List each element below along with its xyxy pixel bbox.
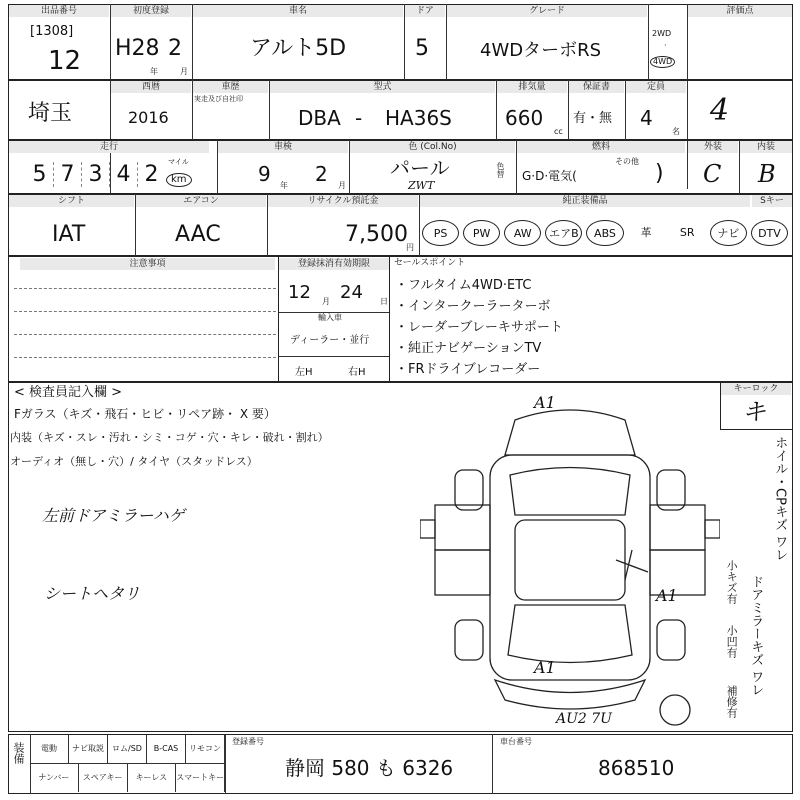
mileage-unit-mile: マイル: [168, 158, 189, 166]
katashiki-dash: -: [355, 106, 363, 130]
hd-int: 内装: [740, 141, 792, 153]
hd-cc: 排気量: [497, 81, 567, 93]
hand-note-mirror: 左前ドアミラーハゲ: [42, 506, 185, 525]
drive-4wd: 4WD: [650, 56, 675, 68]
warranty-value: 有・無: [573, 111, 613, 126]
equip-cell: リモコン: [186, 735, 225, 763]
equipment-item: エアB: [545, 220, 582, 246]
plate-number: 静岡 580 も 6326: [285, 756, 454, 780]
hd-model: 車名: [193, 5, 403, 17]
hd-ext: 外装: [688, 141, 738, 153]
equipment-list: [422, 220, 792, 250]
equipment-item: SR: [679, 226, 695, 239]
color-code: ZWT: [408, 179, 435, 192]
grade-name: 4WDターボRS: [480, 40, 602, 61]
region: 埼玉: [28, 101, 73, 126]
recycle-value: 7,500: [345, 222, 408, 247]
equip-cell: ナビ取説: [69, 735, 108, 763]
first-reg-era: H28: [115, 36, 160, 61]
expiry-day: 24: [340, 282, 363, 303]
equip-cell: ロム/SD: [108, 735, 147, 763]
equip-cell: B-CAS: [147, 735, 186, 763]
equip-cell: ナンバー: [30, 764, 79, 792]
fuel-close: ): [655, 161, 664, 186]
shaken-nen: 年: [280, 181, 288, 190]
year-western: 2016: [128, 108, 169, 127]
mark-right: A1: [656, 586, 678, 605]
door-count: 5: [415, 36, 429, 61]
shift-type: IAT: [52, 222, 86, 247]
expiry-tsuki: 月: [322, 297, 330, 306]
capacity-unit: 名: [672, 127, 680, 136]
equip-row1: [30, 735, 225, 763]
hd-fuel: 燃料: [517, 141, 685, 153]
import-right: 右H: [348, 367, 366, 378]
sales-point: ・レーダーブレーキサポート: [395, 320, 563, 335]
equip-cell: 電動: [30, 735, 69, 763]
chassis-label: 車台番号: [500, 737, 532, 746]
side-note-wheel: ホイル・CPキズ ワレ: [772, 436, 788, 562]
hd-reg: 西暦: [111, 81, 191, 93]
chassis-number: 868510: [598, 756, 675, 780]
hd-katashiki: 型式: [270, 81, 495, 93]
hd-grade: グレード: [447, 5, 647, 17]
car-name: アルト5D: [250, 36, 347, 61]
hd-kata: 車歴: [193, 81, 268, 93]
bottom-row-label: 装備: [12, 742, 25, 764]
color-name: パール: [390, 156, 450, 180]
hd-shaken: 車検: [218, 141, 348, 153]
hd-lot: 出品番号: [9, 5, 109, 17]
recycle-unit: 円: [406, 243, 414, 252]
hd-door: ドア: [405, 5, 445, 17]
sales-point: ・インタークーラーターボ: [395, 299, 551, 314]
equipment-item: AW: [504, 220, 541, 246]
sales-point: ・純正ナビゲーションTV: [395, 341, 542, 356]
fuel-other-label: その他: [615, 157, 639, 166]
lot-code: [1308]: [30, 24, 74, 39]
hd-color: 色 (Col.No): [350, 141, 515, 153]
sales-point: ・フルタイム4WD·ETC: [395, 278, 532, 293]
mileage-digits: [26, 162, 165, 187]
score-hand: 4: [710, 93, 730, 128]
equipment-item: DTV: [751, 220, 788, 246]
hd-mileage: 走行: [9, 141, 209, 153]
interior-score: B: [758, 160, 776, 188]
shaken-year: 9: [258, 162, 271, 186]
import-left: 左H: [295, 367, 313, 378]
mileage-digit: 4: [110, 162, 138, 187]
hd-keylock: キーロック: [721, 383, 791, 395]
equip-cell: スマートキー: [176, 764, 225, 792]
mark-rear: AU2 7U: [556, 711, 612, 727]
hand-note-seat: シートヘタリ: [44, 584, 141, 603]
aircon-type: AAC: [175, 222, 221, 247]
hd-shift: シフト: [9, 195, 134, 207]
hd-recycle: リサイクル預託金: [268, 195, 418, 207]
hd-expiry: 登録抹消有効期限: [279, 258, 389, 270]
expiry-hi: 日: [380, 297, 388, 306]
hd-score: 評価点: [688, 5, 792, 17]
katashiki-code: HA36S: [385, 106, 452, 130]
equipment-item: PS: [422, 220, 459, 246]
hd-year: 初度登録: [111, 5, 191, 17]
equipment-item: ナビ: [710, 220, 747, 246]
hd-equip: 純正装備品: [420, 195, 750, 207]
mileage-digit: 7: [54, 162, 82, 187]
hd-inspector: < 検査員記入欄 >: [14, 385, 123, 400]
hd-seats: 定員: [626, 81, 686, 93]
hd-notes: 注意事項: [20, 258, 275, 270]
plate-label: 登録番号: [232, 737, 264, 746]
history-note: 実走及び自社印: [194, 95, 243, 103]
hd-keyless: Sキー: [752, 195, 792, 207]
audio-line: オーディオ（無し・穴）/ タイヤ（スタッドレス）: [10, 455, 258, 468]
equip-cell: キーレス: [128, 764, 177, 792]
glass-line: Fガラス（キズ・飛石・ヒビ・リペア跡・ X 要）: [14, 407, 276, 421]
equipment-item: 革: [640, 226, 652, 239]
import-label: 輸入車: [318, 313, 342, 322]
equip-row2: [30, 764, 225, 792]
car-diagram: [420, 400, 720, 730]
side-note-small-scratch: 小キズ有: [725, 560, 739, 604]
shaken-month: 2: [315, 162, 328, 186]
color-change-label: 色替: [496, 162, 505, 178]
exterior-score: C: [703, 160, 722, 188]
expiry-month: 12: [288, 282, 311, 303]
capacity: 4: [640, 106, 653, 130]
side-note-repair: 補修有: [725, 685, 739, 718]
interior-line: 内装（キズ・スレ・汚れ・シミ・コゲ・穴・キレ・破れ・割れ）: [10, 431, 329, 444]
hd-warranty: 保証書: [569, 81, 624, 93]
sales-points: [395, 275, 563, 380]
import-type: ディーラー・並行: [290, 335, 370, 346]
lot-number: 12: [48, 46, 82, 76]
fuel-options: G·D·電気(: [522, 169, 577, 183]
hd-ac: エアコン: [136, 195, 266, 207]
equip-cell: スペアキー: [79, 764, 128, 792]
mileage-unit-km: km: [166, 173, 192, 187]
equipment-item: ABS: [586, 220, 623, 246]
keylock-mark: キ: [742, 398, 766, 426]
side-note-small-dent: 小凹有: [725, 625, 739, 658]
mileage-digit: 2: [144, 162, 159, 187]
side-note-mirror: ドアミラーキズ ワレ: [748, 575, 764, 697]
mark-top: A1: [534, 393, 556, 412]
equipment-item: PW: [463, 220, 500, 246]
drive-2wd: 2WD: [652, 29, 672, 38]
hd-sales: セールスポイント: [394, 258, 466, 268]
shaken-tsuki: 月: [338, 181, 346, 190]
first-reg-tsuki: 月: [180, 67, 188, 76]
displacement: 660: [505, 106, 544, 130]
displacement-unit: cc: [554, 127, 563, 136]
sales-point: ・FRドライブレコーダー: [395, 362, 541, 377]
katashiki-prefix: DBA: [298, 106, 341, 130]
first-reg-month: 2: [168, 36, 182, 61]
drive-sep: ·: [664, 41, 667, 50]
first-reg-nen: 年: [150, 67, 158, 76]
mileage-digit: 3: [82, 162, 110, 187]
mark-bottom: A1: [534, 658, 556, 677]
mileage-digit: 5: [26, 162, 54, 187]
